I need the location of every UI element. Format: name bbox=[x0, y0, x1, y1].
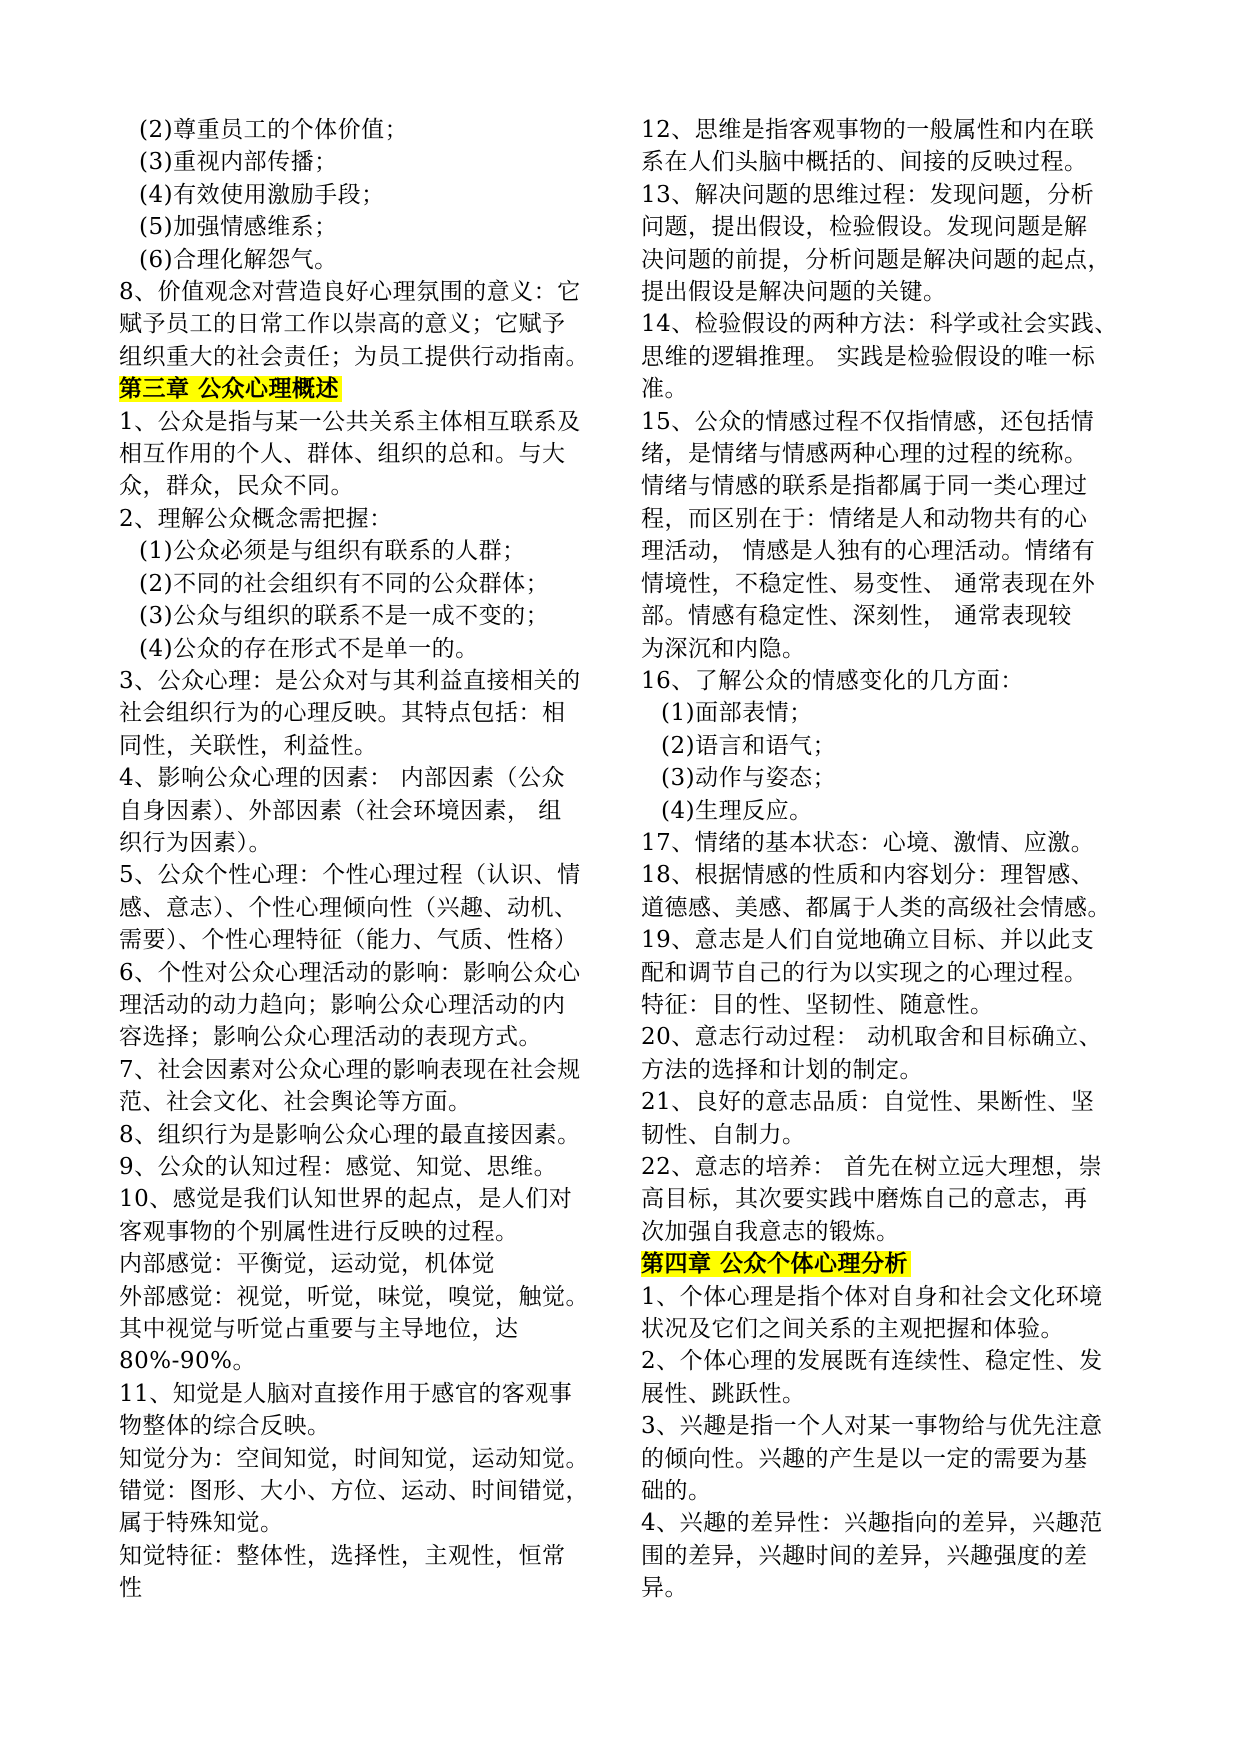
text-line: 的倾向性。兴趣的产生是以一定的需要为基 bbox=[641, 1445, 1088, 1472]
text-line: 14、检验假设的两种方法：科学或社会实践、 bbox=[641, 311, 1118, 338]
text-line: 相互作用的个人、群体、组织的总和。与大 bbox=[119, 441, 566, 468]
text-line: 知觉特征：整体性，选择性，主观性，恒常 bbox=[119, 1542, 566, 1569]
text-line: 为深沉和内隐。 bbox=[641, 635, 806, 662]
text-line: 组织重大的社会责任；为员工提供行动指南。 bbox=[119, 343, 589, 370]
text-line: 1、公众是指与某一公共关系主体相互联系及 bbox=[119, 408, 581, 435]
text-line: 16、了解公众的情感变化的几方面： bbox=[641, 667, 1024, 694]
text-line: 3、兴趣是指一个人对某一事物给与优先注意 bbox=[641, 1413, 1103, 1440]
text-line: 外部感觉：视觉，听觉，味觉，嗅觉，触觉。 bbox=[119, 1283, 589, 1310]
text-line: 问题，提出假设，检验假设。发现问题是解 bbox=[641, 214, 1088, 241]
text-line: 特征：目的性、坚韧性、随意性。 bbox=[641, 991, 994, 1018]
text-line: (1)公众必须是与组织有联系的人群； bbox=[139, 538, 526, 565]
text-line: (2)不同的社会组织有不同的公众群体； bbox=[139, 570, 550, 597]
text-line: 展性、跳跃性。 bbox=[641, 1380, 806, 1407]
text-line: 织行为因素）。 bbox=[119, 829, 272, 856]
text-line: 异。 bbox=[641, 1575, 688, 1602]
text-line: 次加强自我意志的锻炼。 bbox=[641, 1218, 900, 1245]
text-line: 高目标，其次要实践中磨炼自己的意志，再 bbox=[641, 1186, 1088, 1213]
text-line: (4)公众的存在形式不是单一的。 bbox=[139, 635, 479, 662]
text-line: (1)面部表情； bbox=[661, 700, 813, 727]
text-line: 础的。 bbox=[641, 1478, 712, 1505]
text-line: 道德感、美感、都属于人类的高级社会情感。 bbox=[641, 894, 1111, 921]
text-line: 自身因素）、外部因素（社会环境因素， 组 bbox=[119, 797, 562, 824]
text-line: 配和调节自己的行为以实现之的心理过程。 bbox=[641, 959, 1088, 986]
text-line: (3)公众与组织的联系不是一成不变的； bbox=[139, 603, 550, 630]
text-line: 6、个性对公众心理活动的影响：影响公众心 bbox=[119, 959, 581, 986]
text-line: 韧性、自制力。 bbox=[641, 1121, 806, 1148]
chapter-heading-text: 第四章 公众个体心理分析 bbox=[641, 1251, 911, 1277]
text-line: 理活动的动力趋向；影响公众心理活动的内 bbox=[119, 991, 566, 1018]
text-line: 需要）、个性心理特征（能力、气质、性格） bbox=[119, 927, 578, 954]
text-line: 状况及它们之间关系的主观把握和体验。 bbox=[641, 1316, 1064, 1343]
text-line: 众，群众，民众不同。 bbox=[119, 473, 354, 500]
text-line: 4、兴趣的差异性：兴趣指向的差异，兴趣范 bbox=[641, 1510, 1103, 1537]
text-line: 22、意志的培养： 首先在树立远大理想，崇 bbox=[641, 1154, 1103, 1180]
text-line: 10、感觉是我们认知世界的起点，是人们对 bbox=[119, 1186, 573, 1213]
text-line: 绪，是情绪与情感两种心理的过程的统称。 bbox=[641, 441, 1088, 468]
text-line: 2、理解公众概念需把握： bbox=[119, 505, 393, 532]
text-line: 客观事物的个别属性进行反映的过程。 bbox=[119, 1218, 519, 1245]
text-line: (2)语言和语气； bbox=[661, 732, 837, 759]
text-line: 提出假设是解决问题的关键。 bbox=[641, 279, 947, 306]
text-line: 4、影响公众心理的因素： 内部因素（公众 bbox=[119, 765, 565, 792]
right-text-column bbox=[641, 114, 1119, 1605]
text-line: (3)重视内部传播； bbox=[139, 149, 338, 176]
text-line: 理活动， 情感是人独有的心理活动。情绪有 bbox=[641, 538, 1096, 565]
text-line: 80%-90%。 bbox=[119, 1348, 257, 1375]
text-line: 15、公众的情感过程不仅指情感，还包括情 bbox=[641, 408, 1095, 435]
text-line: 感、意志）、个性心理倾向性（兴趣、动机、 bbox=[119, 894, 578, 921]
text-line: 方法的选择和计划的制定。 bbox=[641, 1056, 923, 1083]
text-line: 属于特殊知觉。 bbox=[119, 1510, 284, 1537]
text-line: 3、公众心理：是公众对与其利益直接相关的 bbox=[119, 667, 581, 694]
text-line: 12、思维是指客观事物的一般属性和内在联 bbox=[641, 117, 1095, 143]
text-line: 准。 bbox=[641, 376, 688, 403]
text-line: 2、个体心理的发展既有连续性、稳定性、发 bbox=[641, 1348, 1103, 1375]
text-line: 性 bbox=[119, 1575, 143, 1602]
text-line: 1、个体心理是指个体对自身和社会文化环境 bbox=[641, 1283, 1103, 1310]
text-line: 21、良好的意志品质：自觉性、果断性、坚 bbox=[641, 1089, 1095, 1116]
text-line: 9、公众的认知过程：感觉、知觉、思维。 bbox=[119, 1154, 558, 1180]
text-line: 5、公众个性心理：个性心理过程（认识、情 bbox=[119, 862, 581, 889]
text-line: 物整体的综合反映。 bbox=[119, 1413, 331, 1440]
text-line: 范、社会文化、社会舆论等方面。 bbox=[119, 1089, 472, 1116]
text-line: 17、情绪的基本状态：心境、激情、应激。 bbox=[641, 829, 1095, 856]
text-line: 19、意志是人们自觉地确立目标、并以此支 bbox=[641, 927, 1095, 954]
text-line: 18、根据情感的性质和内容划分：理智感、 bbox=[641, 862, 1095, 889]
text-line: (4)有效使用激励手段； bbox=[139, 181, 385, 208]
text-line: 其中视觉与听觉占重要与主导地位，达 bbox=[119, 1316, 519, 1343]
left-text-column bbox=[119, 114, 597, 1605]
text-line: 社会组织行为的心理反映。其特点包括：相 bbox=[119, 700, 566, 727]
text-line: 程，而区别在于：情绪是人和动物共有的心 bbox=[641, 505, 1088, 532]
text-line: 思维的逻辑推理。 实践是检验假设的唯一标 bbox=[641, 343, 1096, 370]
text-line: 8、组织行为是影响公众心理的最直接因素。 bbox=[119, 1121, 581, 1148]
text-line: 决问题的前提，分析问题是解决问题的起点， bbox=[641, 246, 1111, 273]
text-line: 部。情感有稳定性、深刻性， 通常表现较 bbox=[641, 603, 1072, 630]
text-line: (6)合理化解怨气。 bbox=[139, 246, 338, 273]
chapter-heading bbox=[119, 373, 597, 405]
text-line: 11、知觉是人脑对直接作用于感官的客观事 bbox=[119, 1380, 573, 1407]
text-line: 系在人们头脑中概括的、间接的反映过程。 bbox=[641, 149, 1088, 176]
text-line: 20、意志行动过程： 动机取舍和目标确立、 bbox=[641, 1024, 1103, 1051]
text-line: 13、解决问题的思维过程：发现问题，分析 bbox=[641, 181, 1095, 208]
text-line: 错觉：图形、大小、方位、运动、时间错觉， bbox=[119, 1478, 589, 1505]
text-line: 赋予员工的日常工作以崇高的意义；它赋予 bbox=[119, 311, 566, 338]
text-line: 情绪与情感的联系是指都属于同一类心理过 bbox=[641, 473, 1088, 500]
text-line: 同性，关联性，利益性。 bbox=[119, 732, 378, 759]
text-line: 内部感觉：平衡觉，运动觉，机体觉 bbox=[119, 1251, 495, 1278]
chapter-heading-text: 第三章 公众心理概述 bbox=[119, 376, 342, 402]
text-line: 7、社会因素对公众心理的影响表现在社会规 bbox=[119, 1056, 581, 1083]
text-line: 围的差异，兴趣时间的差异，兴趣强度的差 bbox=[641, 1542, 1088, 1569]
text-line: (3)动作与姿态； bbox=[661, 765, 837, 792]
text-line: 8、价值观念对营造良好心理氛围的意义：它 bbox=[119, 279, 581, 306]
text-line: 容选择；影响公众心理活动的表现方式。 bbox=[119, 1024, 542, 1051]
text-line: (2)尊重员工的个体价值； bbox=[139, 117, 409, 143]
text-line: (5)加强情感维系； bbox=[139, 214, 338, 241]
text-line: 知觉分为：空间知觉，时间知觉，运动知觉。 bbox=[119, 1445, 589, 1472]
chapter-heading bbox=[641, 1248, 1119, 1280]
text-line: (4)生理反应。 bbox=[661, 797, 813, 824]
text-line: 情境性，不稳定性、易变性、 通常表现在外 bbox=[641, 570, 1096, 597]
